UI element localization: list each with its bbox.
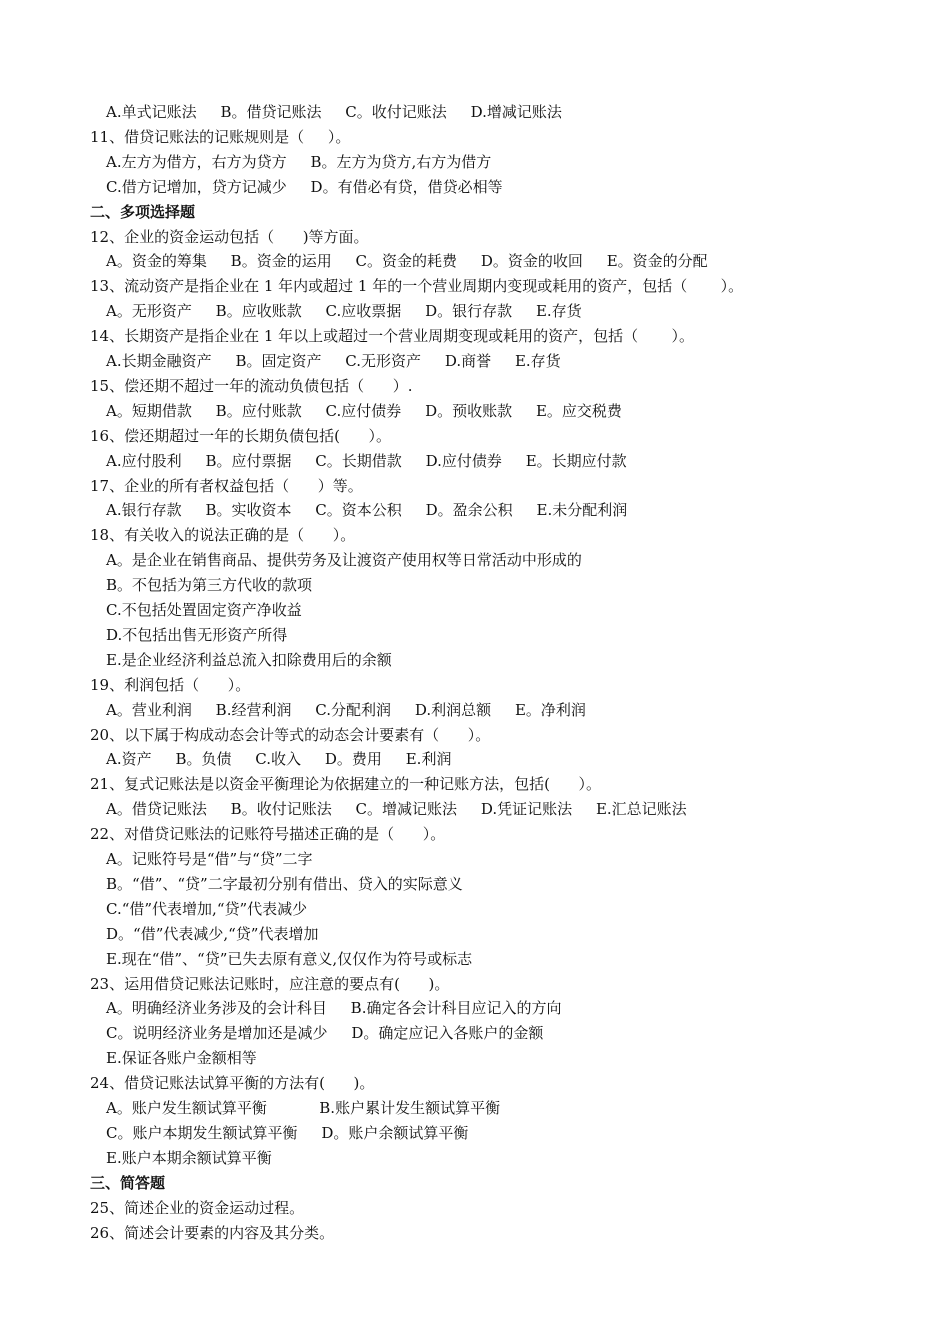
option-line: E.保证各账户金额相等 — [106, 1049, 257, 1068]
option-line: A。是企业在销售商品、提供劳务及让渡资产使用权等日常活动中形成的 — [106, 551, 582, 570]
question-line: 25、简述企业的资金运动过程。 — [90, 1198, 305, 1217]
option-line: E.是企业经济利益总流入扣除费用后的余额 — [106, 650, 392, 669]
option-line: A。短期借款 B。应付账款 C.应付债券 D。预收账款 E。应交税费 — [106, 401, 622, 420]
question-line: 19、利润包括（ ）。 — [90, 675, 251, 694]
option-line: C。账户本期发生额试算平衡 D。账户余额试算平衡 — [106, 1123, 469, 1142]
option-line: B。不包括为第三方代收的款项 — [106, 576, 313, 595]
question-line: 15、偿还期不超过一年的流动负债包括（ ）. — [90, 376, 413, 395]
question-line: 12、企业的资金运动包括（ )等方面。 — [90, 227, 369, 246]
option-line: E.账户本期余额试算平衡 — [106, 1148, 272, 1167]
option-line: C.“借”代表增加,“贷”代表减少 — [106, 899, 308, 918]
option-line: A。账户发生额试算平衡 B.账户累计发生额试算平衡 — [106, 1099, 501, 1117]
question-line: 21、复式记账法是以资金平衡理论为依据建立的一种记账方法，包括( ）。 — [90, 775, 602, 794]
option-line: A.长期金融资产 B。固定资产 C.无形资产 D.商誉 E.存货 — [106, 352, 561, 370]
option-line: C。说明经济业务是增加还是减少 D。确定应记入各账户的金额 — [106, 1024, 544, 1043]
option-line: A.单式记账法 B。借贷记账法 C。收付记账法 D.增减记账法 — [106, 103, 562, 121]
section-heading: 二、多项选择题 — [90, 202, 196, 221]
question-line: 14、长期资产是指企业在 1 年以上或超过一个营业周期变现或耗用的资产，包括（ ）。 — [90, 327, 695, 346]
option-line: A.应付股利 B。应付票据 C。长期借款 D.应付债券 E。长期应付款 — [106, 451, 627, 470]
option-line: A.左方为借方，右方为贷方 B。左方为贷方,右方为借方 — [106, 152, 492, 171]
question-line: 18、有关收入的说法正确的是（ ）。 — [90, 526, 356, 545]
option-line: C.不包括处置固定资产净收益 — [106, 601, 302, 619]
option-line: A.银行存款 B。实收资本 C。资本公积 D。盈余公积 E.未分配利润 — [106, 501, 628, 520]
option-line: A。营业利润 B.经营利润 C.分配利润 D.利润总额 E。净利润 — [106, 700, 586, 719]
option-line: C.借方记增加，贷方记减少 D。有借必有贷，借贷必相等 — [106, 177, 503, 196]
option-line: A.资产 B。负债 C.收入 D。费用 E.利润 — [106, 750, 452, 769]
option-line: D.不包括出售无形资产所得 — [106, 625, 288, 644]
option-line: A。资金的筹集 B。资金的运用 C。资金的耗费 D。资金的收回 E。资金的分配 — [106, 252, 708, 271]
option-line: A。借贷记账法 B。收付记账法 C。增减记账法 D.凭证记账法 E.汇总记账法 — [106, 800, 687, 819]
option-line: A。记账符号是“借”与“贷”二字 — [106, 850, 313, 868]
question-line: 20、以下属于构成动态会计等式的动态会计要素有（ ）。 — [90, 725, 491, 744]
option-line: B。“借”、“贷”二字最初分别有借出、贷入的实际意义 — [106, 874, 463, 893]
question-line: 26、简述会计要素的内容及其分类。 — [90, 1223, 335, 1242]
option-line: E.现在“借”、“贷”已失去原有意义,仅仅作为符号或标志 — [106, 949, 473, 968]
section-heading: 三、简答题 — [90, 1173, 166, 1192]
question-line: 11、借贷记账法的记账规则是（ ）。 — [90, 127, 351, 146]
question-line: 16、偿还期超过一年的长期负债包括( ）。 — [90, 426, 392, 445]
question-line: 17、企业的所有者权益包括（ ）等。 — [90, 476, 363, 495]
option-line: D。“借”代表减少,“贷”代表增加 — [106, 924, 319, 943]
question-line: 23、运用借贷记账法记账时，应注意的要点有( )。 — [90, 974, 450, 993]
question-line: 13、流动资产是指企业在 1 年内或超过 1 年的一个营业周期内变现或耗用的资产，包括（ ）。 — [90, 277, 744, 296]
option-line: A。无形资产 B。应收账款 C.应收票据 D。银行存款 E.存货 — [106, 302, 582, 321]
option-line: A。明确经济业务涉及的会计科目 B.确定各会计科目应记入的方向 — [106, 999, 562, 1018]
question-line: 22、对借贷记账法的记账符号描述正确的是（ ）。 — [90, 825, 446, 844]
question-line: 24、借贷记账法试算平衡的方法有( )。 — [90, 1074, 375, 1093]
